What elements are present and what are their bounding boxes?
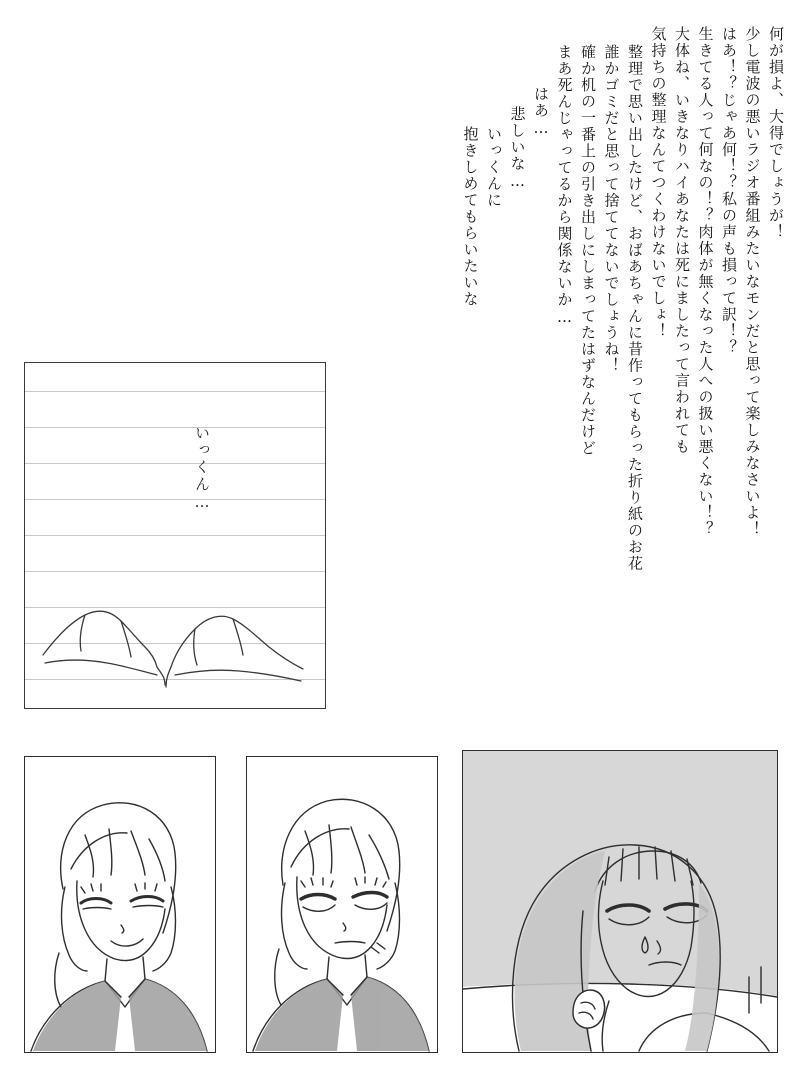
comic-panel-1 <box>24 756 216 1053</box>
letter-rule-line <box>25 427 325 428</box>
dialogue-line-11: はあ… <box>532 86 550 139</box>
dialogue-line-9: 確か机の一番上の引き出しにしまってたはずなんだけど <box>579 44 597 457</box>
panel-2-artwork <box>247 757 437 1052</box>
dialogue-line-8: 誰かゴミだと思って捨ててないでしょうね！ <box>602 44 621 374</box>
dialogue-line-12: 悲しいな… <box>508 106 527 192</box>
dialogue-line-3: はあ！？じゃあ何！？私の声も損って訳！？ <box>720 26 738 356</box>
dialogue-line-6: 気持ちの整理なんてつくわけないでしょ！ <box>649 26 668 340</box>
panel-3-artwork <box>463 751 777 1052</box>
letter-rule-line <box>25 463 325 464</box>
dialogue-text-block <box>455 26 784 726</box>
panel-1-artwork <box>25 757 215 1052</box>
dialogue-line-13: いっくんに <box>485 126 503 209</box>
dialogue-line-4: 生きてる人って何なの！？肉体が無くなった人への扱い悪くない！？ <box>696 26 715 538</box>
dialogue-line-2: 少し電波の悪いラジオ番組みたいなモンだと思って楽しみなさいよ！ <box>743 26 762 538</box>
letter-drawing <box>25 543 325 708</box>
letter-panel <box>24 362 326 709</box>
letter-rule-line <box>25 535 325 536</box>
dialogue-line-1: 何が損よ、大得でしょうが！ <box>767 26 785 241</box>
dialogue-line-14: 抱きしめてもらいたいな <box>461 126 480 308</box>
dialogue-line-10: まあ死んじゃってるから関係ないか… <box>555 44 574 328</box>
letter-text: いっくん… <box>193 425 211 513</box>
letter-rule-line <box>25 499 325 500</box>
comic-panel-3 <box>462 750 778 1053</box>
dialogue-line-7: 整理で思い出したけど、おばあちゃんに昔作ってもらった折り紙のお花 <box>626 44 644 572</box>
dialogue-line-5: 大体ね、いきなりハイあなたは死にましたって言われても <box>673 26 691 455</box>
letter-rule-line <box>25 391 325 392</box>
comic-panel-2 <box>246 756 438 1053</box>
